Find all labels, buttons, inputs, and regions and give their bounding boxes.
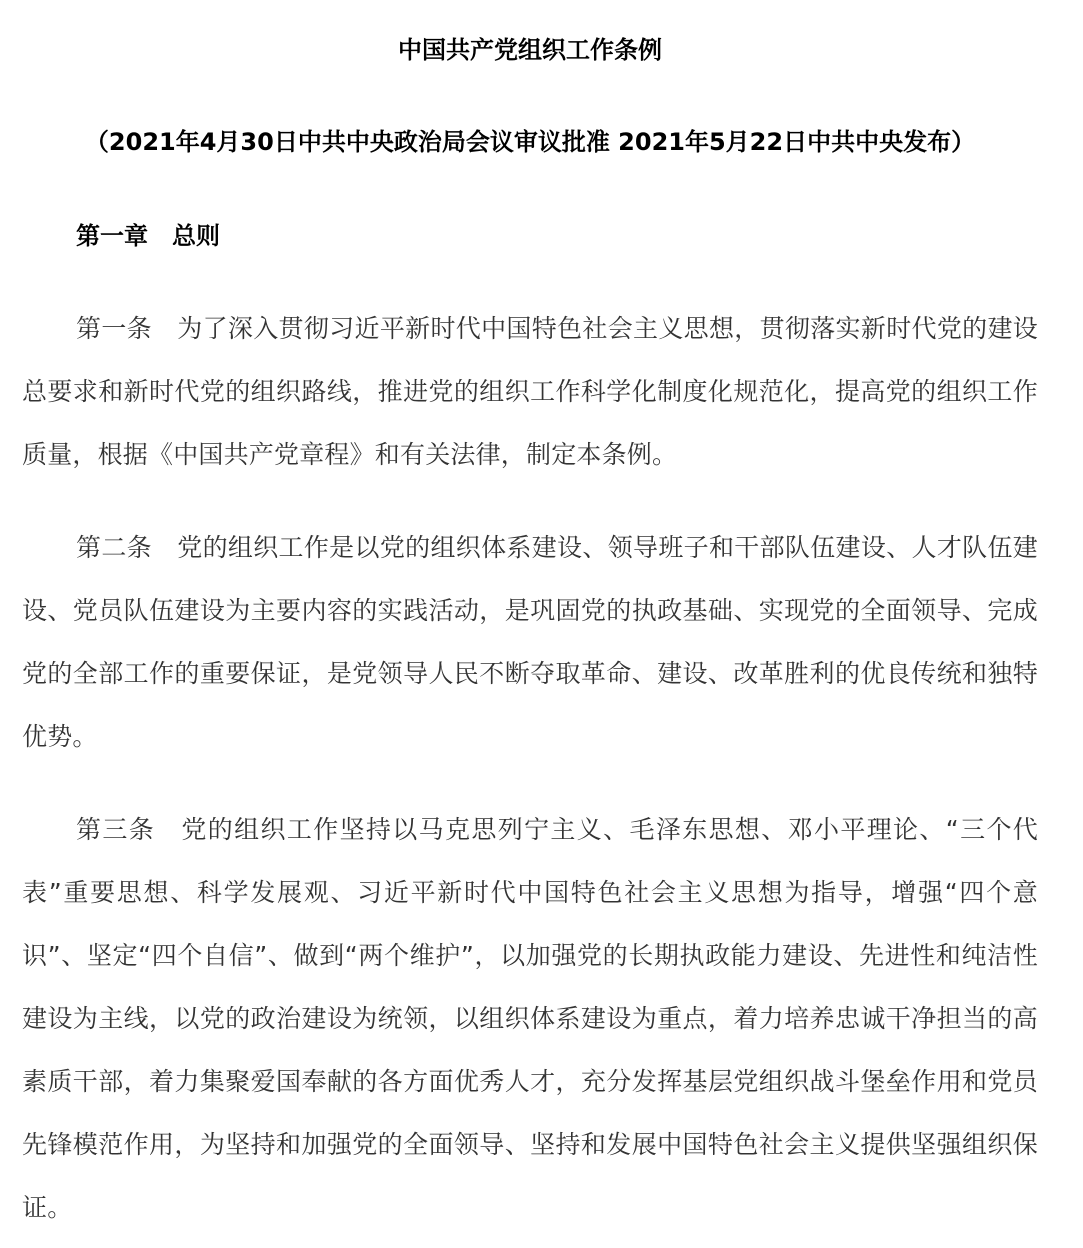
document-subtitle: （2021年4月30日中共中央政治局会议审议批准 2021年5月22日中共中央发布）	[84, 128, 976, 156]
article-2: 第二条 党的组织工作是以党的组织体系建设、领导班子和干部队伍建设、人才队伍建设、党员队伍建设为主要内容的实践活动，是巩固党的执政基础、实现党的全面领导、完成党的全部工作的重要保证，是党领导人民不断夺取革命、建设、改革胜利的优良传统和独特优势。	[22, 533, 1038, 751]
document-title: 中国共产党组织工作条例	[398, 36, 662, 64]
chapter-heading: 第一章 总则	[76, 222, 220, 250]
article-3: 第三条 党的组织工作坚持以马克思列宁主义、毛泽东思想、邓小平理论、“三个代表”重要思想、科学发展观、习近平新时代中国特色社会主义思想为指导，增强“四个意识”、坚定“四个自信”、做到“两个维护”，以加强党的长期执政能力建设、先进性和纯洁性建设为主线，以党的政治建设为统领，以组织体系建设为重点，着力培养忠诚干净担当的高素质干部，着力集聚爱国奉献的各方面优秀人才，充分发挥基层党组织战斗堡垒作用和党员先锋模范作用，为坚持和加强党的全面领导、坚持和发展中国特色社会主义提供坚强组织保证。	[22, 815, 1038, 1222]
article-1: 第一条 为了深入贯彻习近平新时代中国特色社会主义思想，贯彻落实新时代党的建设总要求和新时代党的组织路线，推进党的组织工作科学化制度化规范化，提高党的组织工作质量，根据《中国共产党章程》和有关法律，制定本条例。	[22, 314, 1038, 469]
